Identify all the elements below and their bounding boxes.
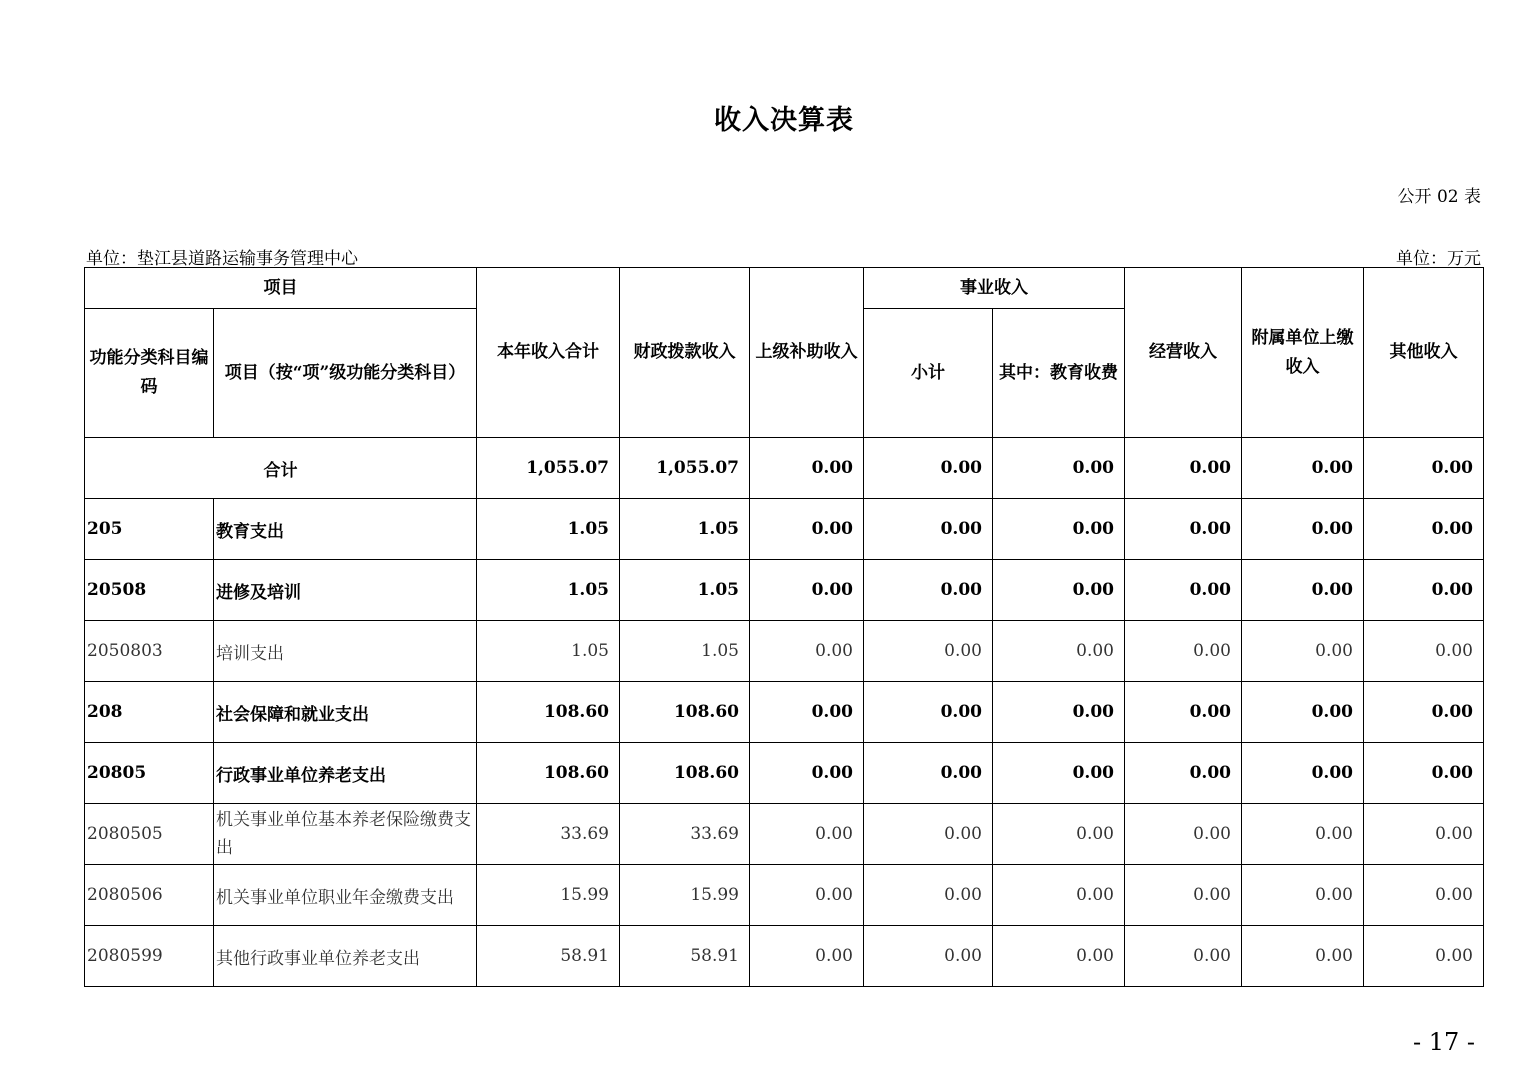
row-value: 0.00 <box>1125 743 1242 804</box>
row-name: 机关事业单位职业年金缴费支出 <box>214 865 477 926</box>
row-value: 0.00 <box>1364 865 1484 926</box>
row-value: 0.00 <box>1242 621 1364 682</box>
row-value: 0.00 <box>750 682 864 743</box>
row-value: 0.00 <box>993 560 1125 621</box>
row-value: 0.00 <box>864 865 993 926</box>
row-value: 0.00 <box>1364 743 1484 804</box>
header-total: 本年收入合计 <box>477 268 620 438</box>
total-value: 0.00 <box>1364 438 1484 499</box>
row-value: 1.05 <box>620 499 750 560</box>
row-value: 0.00 <box>864 499 993 560</box>
row-value: 0.00 <box>1242 743 1364 804</box>
row-value: 33.69 <box>477 804 620 865</box>
row-value: 0.00 <box>750 926 864 987</box>
row-value: 0.00 <box>750 804 864 865</box>
unit-name: 单位：垫江县道路运输事务管理中心 <box>86 249 358 269</box>
row-value: 0.00 <box>1125 499 1242 560</box>
total-value: 0.00 <box>750 438 864 499</box>
row-value: 0.00 <box>1242 926 1364 987</box>
row-value: 0.00 <box>750 621 864 682</box>
table-row <box>85 865 1484 926</box>
row-value: 58.91 <box>477 926 620 987</box>
row-value: 1.05 <box>477 560 620 621</box>
row-value: 0.00 <box>1242 865 1364 926</box>
row-code: 2050803 <box>85 621 214 682</box>
row-name: 机关事业单位基本养老保险缴费支出 <box>214 804 477 865</box>
header-code: 功能分类科目编码 <box>85 309 214 438</box>
row-value: 0.00 <box>864 682 993 743</box>
header-subtotal: 小计 <box>864 309 993 438</box>
row-value: 0.00 <box>1364 804 1484 865</box>
header-affiliated: 附属单位上缴收入 <box>1242 268 1364 438</box>
row-value: 0.00 <box>1125 926 1242 987</box>
row-value: 1.05 <box>477 621 620 682</box>
row-code: 20805 <box>85 743 214 804</box>
row-value: 0.00 <box>1364 926 1484 987</box>
row-code: 205 <box>85 499 214 560</box>
row-code: 2080505 <box>85 804 214 865</box>
form-number: 公开 02 表 <box>1397 187 1481 207</box>
row-name: 培训支出 <box>214 621 477 682</box>
row-value: 1.05 <box>620 560 750 621</box>
row-value: 0.00 <box>1242 499 1364 560</box>
row-value: 0.00 <box>1125 865 1242 926</box>
row-name: 进修及培训 <box>214 560 477 621</box>
total-row <box>85 438 1484 499</box>
row-value: 0.00 <box>750 560 864 621</box>
row-value: 0.00 <box>1364 499 1484 560</box>
header-item: 项目（按“项”级功能分类科目） <box>214 309 477 438</box>
row-code: 208 <box>85 682 214 743</box>
row-name: 社会保障和就业支出 <box>214 682 477 743</box>
row-value: 0.00 <box>750 865 864 926</box>
row-value: 0.00 <box>993 865 1125 926</box>
table-row <box>85 560 1484 621</box>
table-row <box>85 682 1484 743</box>
header-business: 事业收入 <box>864 268 1125 309</box>
table-row <box>85 804 1484 865</box>
row-value: 0.00 <box>1242 560 1364 621</box>
row-value: 0.00 <box>864 926 993 987</box>
total-label: 合计 <box>85 438 477 499</box>
row-value: 0.00 <box>1364 621 1484 682</box>
row-value: 0.00 <box>864 560 993 621</box>
row-code: 2080506 <box>85 865 214 926</box>
row-value: 108.60 <box>620 682 750 743</box>
table-row <box>85 926 1484 987</box>
total-value: 0.00 <box>1125 438 1242 499</box>
total-value: 1,055.07 <box>620 438 750 499</box>
header-fiscal: 财政拨款收入 <box>620 268 750 438</box>
row-value: 0.00 <box>864 743 993 804</box>
row-value: 58.91 <box>620 926 750 987</box>
header-edu-fee: 其中：教育收费 <box>993 309 1125 438</box>
row-value: 0.00 <box>1125 560 1242 621</box>
row-value: 15.99 <box>620 865 750 926</box>
header-operation: 经营收入 <box>1125 268 1242 438</box>
row-value: 0.00 <box>1364 560 1484 621</box>
row-value: 0.00 <box>1242 804 1364 865</box>
row-value: 0.00 <box>750 499 864 560</box>
row-name: 其他行政事业单位养老支出 <box>214 926 477 987</box>
row-value: 15.99 <box>477 865 620 926</box>
row-value: 0.00 <box>1125 804 1242 865</box>
row-value: 108.60 <box>477 743 620 804</box>
row-value: 0.00 <box>993 804 1125 865</box>
header-other: 其他收入 <box>1364 268 1484 438</box>
row-value: 0.00 <box>750 743 864 804</box>
total-value: 0.00 <box>1242 438 1364 499</box>
row-value: 0.00 <box>993 682 1125 743</box>
table-row <box>85 743 1484 804</box>
row-value: 0.00 <box>993 621 1125 682</box>
total-value: 0.00 <box>864 438 993 499</box>
row-value: 0.00 <box>993 499 1125 560</box>
row-value: 0.00 <box>864 621 993 682</box>
row-value: 108.60 <box>620 743 750 804</box>
header-project: 项目 <box>85 268 477 309</box>
page-number: - 17 - <box>1412 1028 1475 1056</box>
header-superior: 上级补助收入 <box>750 268 864 438</box>
total-value: 1,055.07 <box>477 438 620 499</box>
row-code: 2080599 <box>85 926 214 987</box>
total-value: 0.00 <box>993 438 1125 499</box>
row-value: 1.05 <box>620 621 750 682</box>
row-value: 0.00 <box>864 804 993 865</box>
table-row <box>85 621 1484 682</box>
row-value: 0.00 <box>1364 682 1484 743</box>
row-value: 0.00 <box>1125 621 1242 682</box>
row-value: 0.00 <box>1242 682 1364 743</box>
table-row <box>85 499 1484 560</box>
row-value: 0.00 <box>993 926 1125 987</box>
row-value: 108.60 <box>477 682 620 743</box>
row-name: 行政事业单位养老支出 <box>214 743 477 804</box>
row-value: 33.69 <box>620 804 750 865</box>
row-code: 20508 <box>85 560 214 621</box>
row-value: 0.00 <box>993 743 1125 804</box>
row-name: 教育支出 <box>214 499 477 560</box>
income-table <box>84 267 1484 987</box>
page-title: 收入决算表 <box>714 105 854 136</box>
row-value: 0.00 <box>1125 682 1242 743</box>
row-value: 1.05 <box>477 499 620 560</box>
currency-unit: 单位：万元 <box>1396 249 1481 269</box>
